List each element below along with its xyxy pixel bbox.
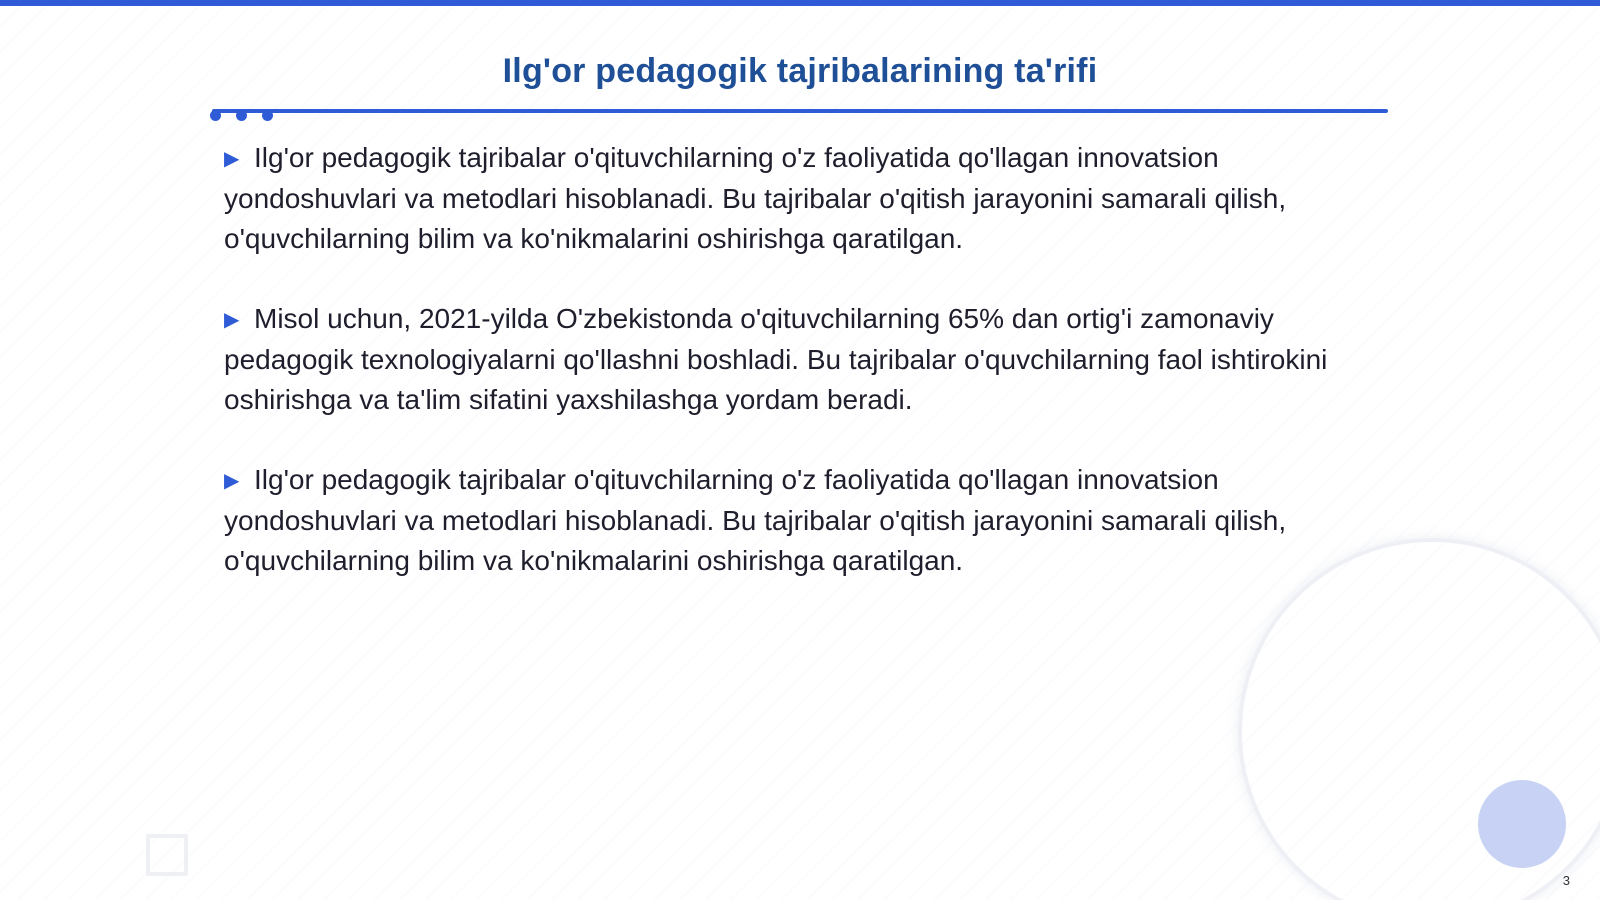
triangle-right-icon: ▶ bbox=[224, 309, 240, 331]
decorative-circle bbox=[1478, 780, 1566, 868]
triangle-right-icon: ▶ bbox=[224, 148, 240, 170]
triangle-right-icon: ▶ bbox=[224, 470, 240, 492]
bullet-item bbox=[224, 138, 1344, 259]
bullet-list bbox=[224, 138, 1344, 621]
underline-dot bbox=[236, 110, 247, 121]
decorative-square bbox=[146, 834, 188, 876]
underline-dot bbox=[262, 110, 273, 121]
title-underline bbox=[212, 109, 1388, 113]
underline-dot bbox=[210, 110, 221, 121]
bullet-text: Ilg'or pedagogik tajribalar o'qituvchilarning o'z faoliyatida qo'llagan innovatsion yondoshuvlari va metodlari hisoblanadi. Bu tajribalar o'qitish jarayonini samarali qilish, o'quvchilarning bilim va ko'nikmalarini oshirishga qaratilgan. bbox=[224, 464, 1287, 576]
bullet-item bbox=[224, 460, 1344, 581]
bullet-text: Ilg'or pedagogik tajribalar o'qituvchilarning o'z faoliyatida qo'llagan innovatsion yondoshuvlari va metodlari hisoblanadi. Bu tajribalar o'qitish jarayonini samarali qilish, o'quvchilarning bilim va ko'nikmalarini oshirishga qaratilgan. bbox=[224, 142, 1287, 254]
page-number: 3 bbox=[1562, 873, 1570, 888]
top-accent-bar bbox=[0, 0, 1600, 6]
bullet-item bbox=[224, 299, 1344, 420]
slide-title: Ilg'or pedagogik tajribalarining ta'rifi bbox=[502, 52, 1098, 90]
bullet-text: Misol uchun, 2021-yilda O'zbekistonda o'qituvchilarning 65% dan ortig'i zamonaviy pedagogik texnologiyalarni qo'llashni boshladi. Bu tajribalar o'quvchilarning faol ishtirokini oshirishga va ta'lim sifatini yaxshilashga yordam beradi. bbox=[224, 303, 1328, 415]
